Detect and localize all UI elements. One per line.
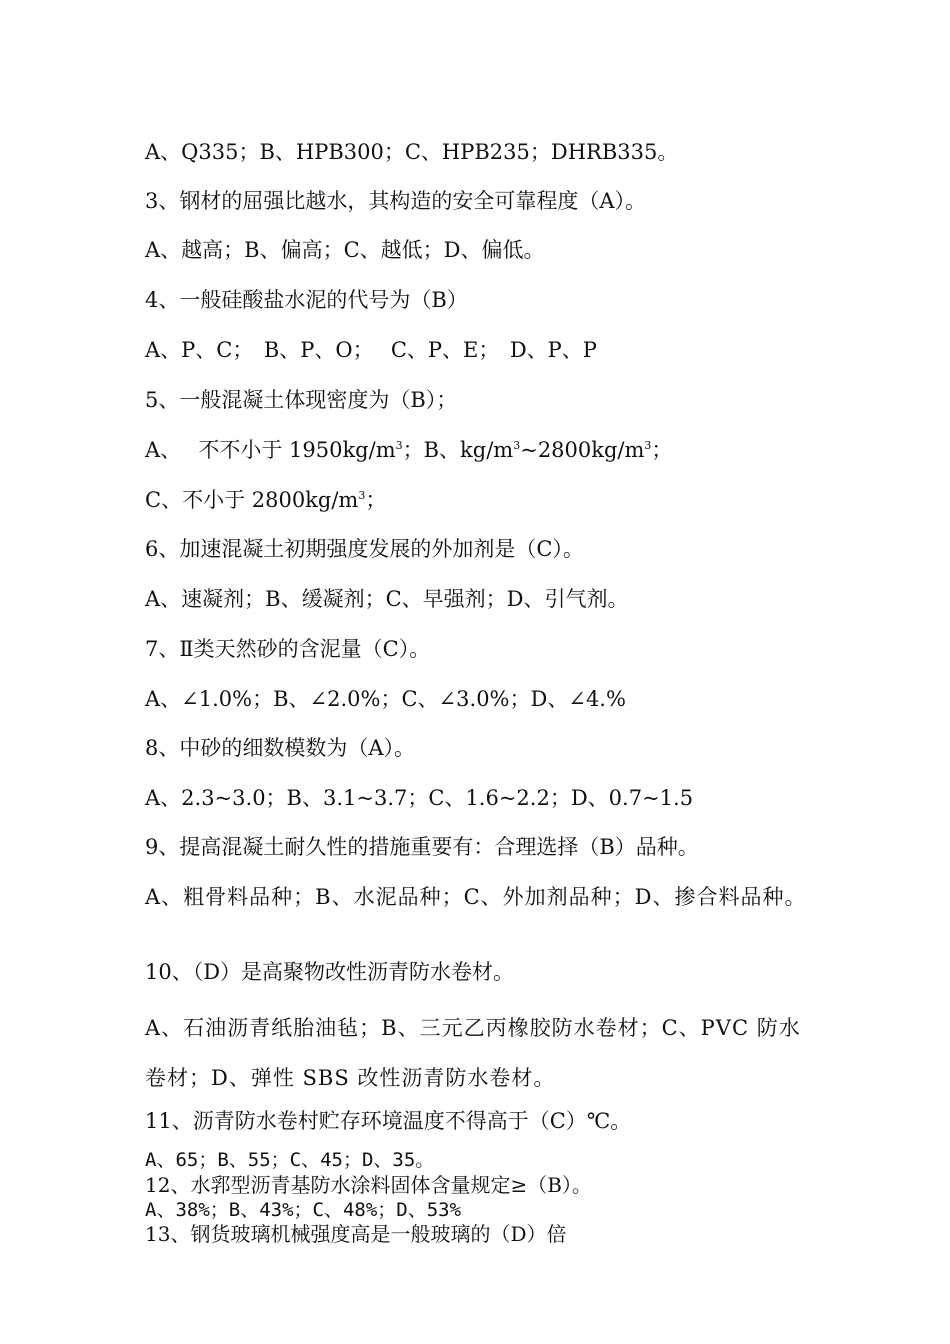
question-9: 9、提高混凝土耐久性的措施重要有：合理选择（B）品种。 [145,835,699,859]
question-5: 5、一般混凝土体现密度为（B）； [145,388,458,412]
answer-options-q6: A、速凝剂；B、缓凝剂；C、早强剂；D、引气剂。 [145,587,629,611]
question-12: 12、水郛型沥青基防水涂料固体含量规定≥（B）。 [145,1173,592,1197]
question-4: 4、一般硅酸盐水泥的代号为（B） [145,288,468,312]
question-13: 13、钢货玻璃机械强度高是一般玻璃的（D）倍 [145,1222,567,1246]
question-3: 3、钢材的屈强比越水，其构造的安全可靠程度（A）。 [145,189,647,213]
answer-options-q2: A、Q335；B、HPB300；C、HPB235；DHRB335。 [145,140,679,164]
superscript: 3 [358,489,366,502]
question-7: 7、Ⅱ类天然砂的含泥量（C）。 [145,637,431,661]
superscript: 3 [644,439,652,452]
option-b-text: ；B、kg/m [402,438,514,462]
answer-options-q11: A、65；B、55；C、45；D、35。 [145,1149,435,1171]
answer-options-q7: A、∠1.0%；B、∠2.0%；C、∠3.0%；D、∠4.% [145,687,626,711]
separator: ； [365,488,387,512]
option-c-text: C、不小于 2800kg/m [145,488,359,512]
answer-options-q9: A、粗骨料品种；B、水泥品种；C、外加剂品种；D、掺合料品种。 [145,885,807,909]
answer-options-q4: A、P、C； B、P、O； C、P、E； D、P、P [145,338,597,362]
answer-options-q5-line2 [145,485,815,515]
superscript: 3 [513,439,521,452]
answer-options-q5-line1 [145,435,815,465]
separator: ； [651,438,673,462]
question-8: 8、中砂的细数模数为（A）。 [145,736,416,760]
question-11: 11、沥青防水卷村贮存环境温度不得高于（C）℃。 [145,1109,632,1133]
question-10: 10、（D）是高聚物改性沥青防水卷材。 [145,960,515,984]
answer-options-q8: A、2.3~3.0；B、3.1~3.7；C、1.6~2.2；D、0.7~1.5 [145,786,694,810]
option-b-range: ~2800kg/m [520,438,645,462]
answer-options-q12: A、38%；B、43%；C、48%；D、53% [145,1199,462,1221]
answer-options-q3: A、越高；B、偏高；C、越低；D、偏低。 [145,238,545,262]
option-a-text: A、 不不小于 1950kg/m [145,438,396,462]
superscript: 3 [395,439,403,452]
question-6: 6、加速混凝土初期强度发展的外加剂是（C）。 [145,537,584,561]
answer-options-q10: A、石油沥青纸胎油毡；B、三元乙丙橡胶防水卷材；C、PVC 防水卷材；D、弹性 SBS 改性沥青防水卷材。 [145,1016,801,1090]
